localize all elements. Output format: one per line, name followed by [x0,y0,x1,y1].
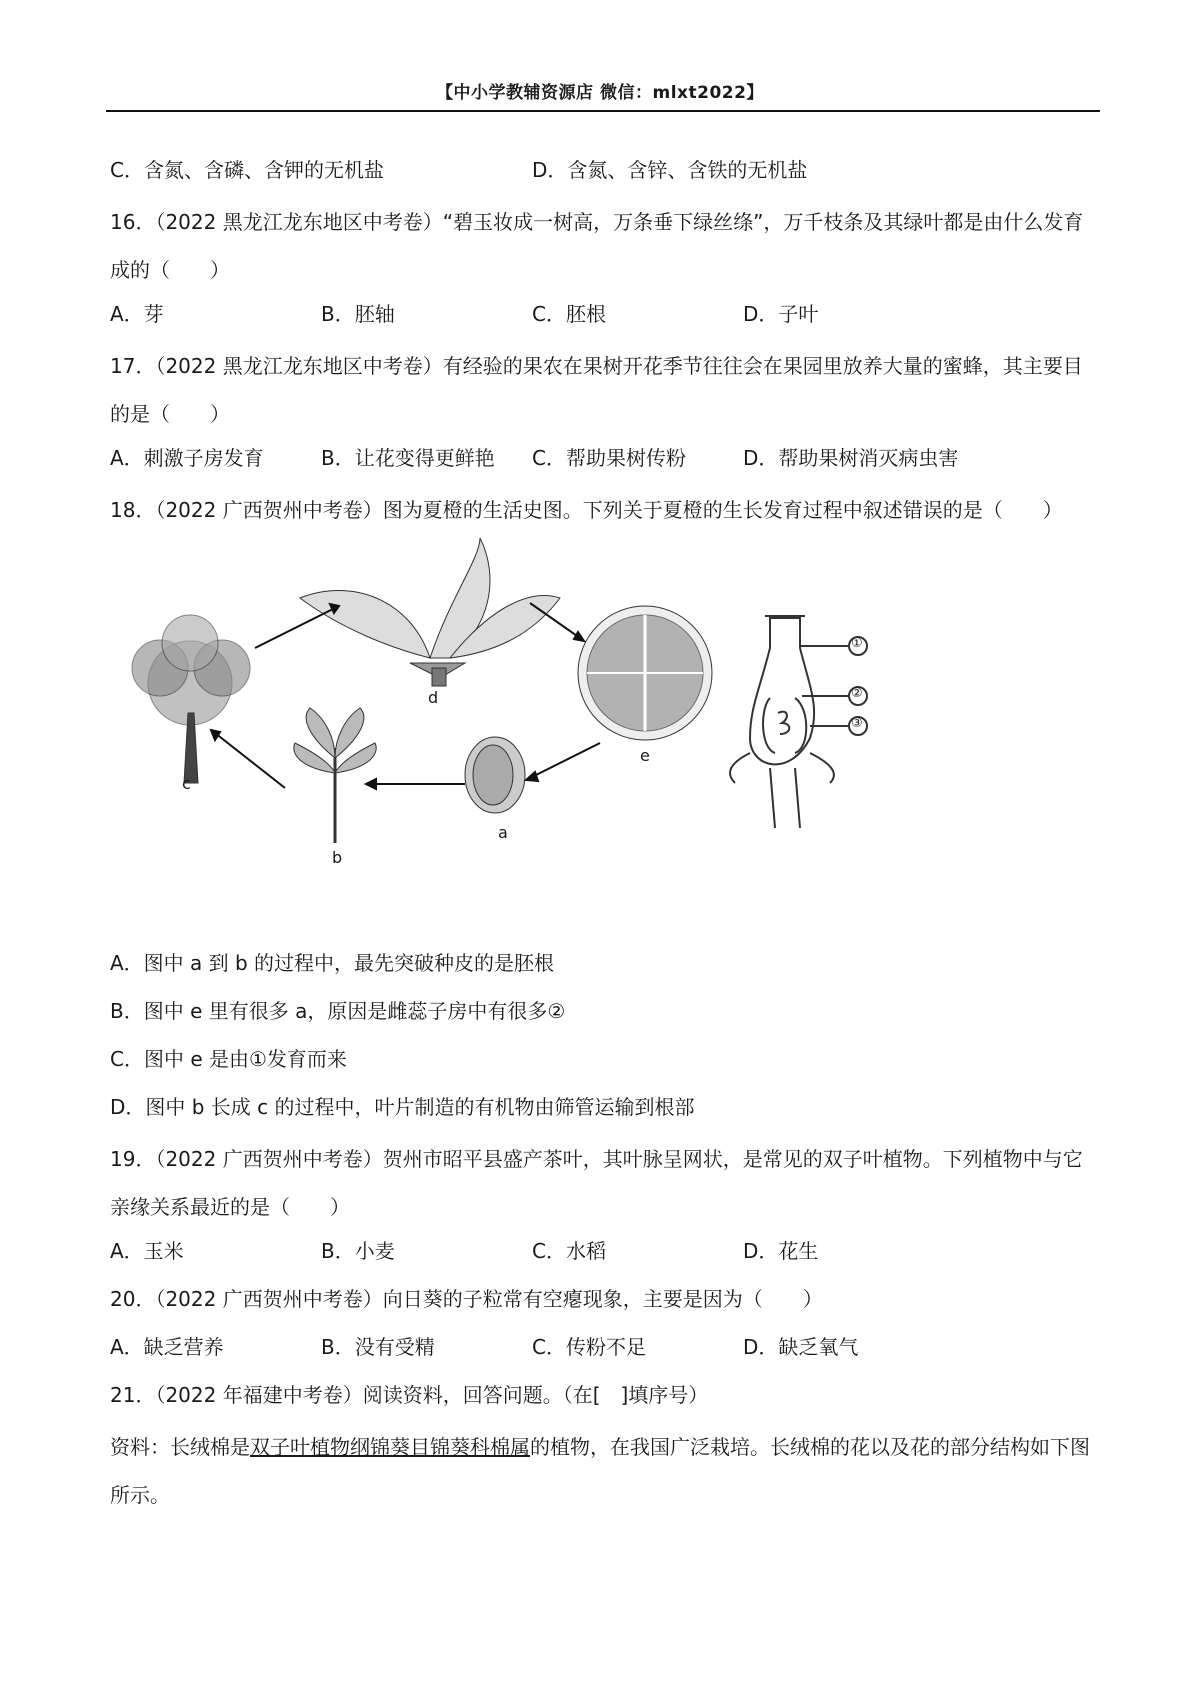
q20-option-b: B．没有受精 [321,1335,435,1359]
seedling-illustration [294,708,376,843]
q18-option-d: D．图中 b 长成 c 的过程中，叶片制造的有机物由筛管运输到根部 [110,1095,695,1119]
q15-option-c: C．含氮、含磷、含钾的无机盐 [110,158,384,182]
figure-label-a: a [498,823,508,842]
q15-option-d: D．含氮、含锌、含铁的无机盐 [532,158,808,182]
q20-option-a: A．缺乏营养 [110,1335,224,1359]
orange-life-cycle-figure [110,538,1100,943]
q19-option-d: D．花生 [743,1239,819,1263]
q19-option-a: A．玉米 [110,1239,184,1263]
pistil-diagram [730,616,867,828]
q19-option-b: B．小麦 [321,1239,395,1263]
fruit-cross-section [578,606,712,740]
figure-label-d: d [428,688,439,707]
q16-option-d: D．子叶 [743,302,819,326]
q17-option-d: D．帮助果树消灭病虫害 [743,446,959,470]
q16-option-a: A．芽 [110,302,164,326]
q21-material-suffix: 的植物，在我国广泛栽培。长绒棉的花以及花的部分结构如下图所示。 [110,1435,1090,1507]
q19-option-c: C．水稻 [532,1239,606,1263]
page-content [110,150,1100,1519]
figure-label-3: ③ [851,716,863,731]
q18-option-c: C．图中 e 是由①发育而来 [110,1047,347,1071]
q20-stem: 20．（2022 广西贺州中考卷）向日葵的子粒常有空瘪现象，主要是因为（ ） [110,1287,823,1311]
q16-option-c: C．胚根 [532,302,606,326]
q21-material [110,1423,1100,1519]
q20-option-d: D．缺乏氧气 [743,1335,859,1359]
q21-material-classification: 双子叶植物纲锦葵目锦葵科棉属 [250,1435,530,1459]
flower-illustration [300,538,560,686]
q16-option-b: B．胚轴 [321,302,395,326]
q16-stem: 16．（2022 黑龙江龙东地区中考卷）“碧玉妆成一树高，万条垂下绿丝绦”，万千枝条及其绿叶都是由什么发育成的（ ） [110,210,1084,282]
q18-option-a: A．图中 a 到 b 的过程中，最先突破种皮的是胚根 [110,951,555,975]
seed-illustration [465,737,525,813]
q20-options [110,1327,1100,1375]
q17-stem: 17．（2022 黑龙江龙东地区中考卷）有经验的果农在果树开花季节往往会在果园里放养大量的蜜蜂，其主要目的是（ ） [110,354,1083,426]
figure-label-e: e [640,746,650,765]
q18-option-b: B．图中 e 里有很多 a，原因是雌蕊子房中有很多② [110,999,566,1023]
q21-stem: 21．（2022 年福建中考卷）阅读资料，回答问题。（在[ ]填序号） [110,1383,709,1407]
figure-label-2: ② [851,686,863,701]
q19-options [110,1231,1100,1279]
q17-option-a: A．刺激子房发育 [110,446,264,470]
q17-option-c: C．帮助果树传粉 [532,446,686,470]
life-cycle-diagram [110,538,1100,943]
q19-stem: 19．（2022 广西贺州中考卷）贺州市昭平县盛产茶叶，其叶脉呈网状，是常见的双子叶植物。下列植物中与它亲缘关系最近的是（ ） [110,1147,1083,1219]
q20-option-c: C．传粉不足 [532,1335,646,1359]
figure-label-1: ① [851,636,863,651]
figure-label-b: b [332,848,343,867]
q15-options [110,150,1100,198]
page-header: 【中小学教辅资源店 微信：mlxt2022】 [436,83,764,103]
q17-options [110,438,1100,486]
q18-stem: 18．（2022 广西贺州中考卷）图为夏橙的生活史图。下列关于夏橙的生长发育过程中叙述错误的是（ ） [110,498,1063,522]
tree-illustration [132,615,250,783]
figure-label-c: c [182,774,191,793]
q17-option-b: B．让花变得更鲜艳 [321,446,495,470]
q16-options [110,294,1100,342]
header-divider [106,110,1100,112]
q21-material-prefix: 资料：长绒棉是 [110,1435,250,1459]
